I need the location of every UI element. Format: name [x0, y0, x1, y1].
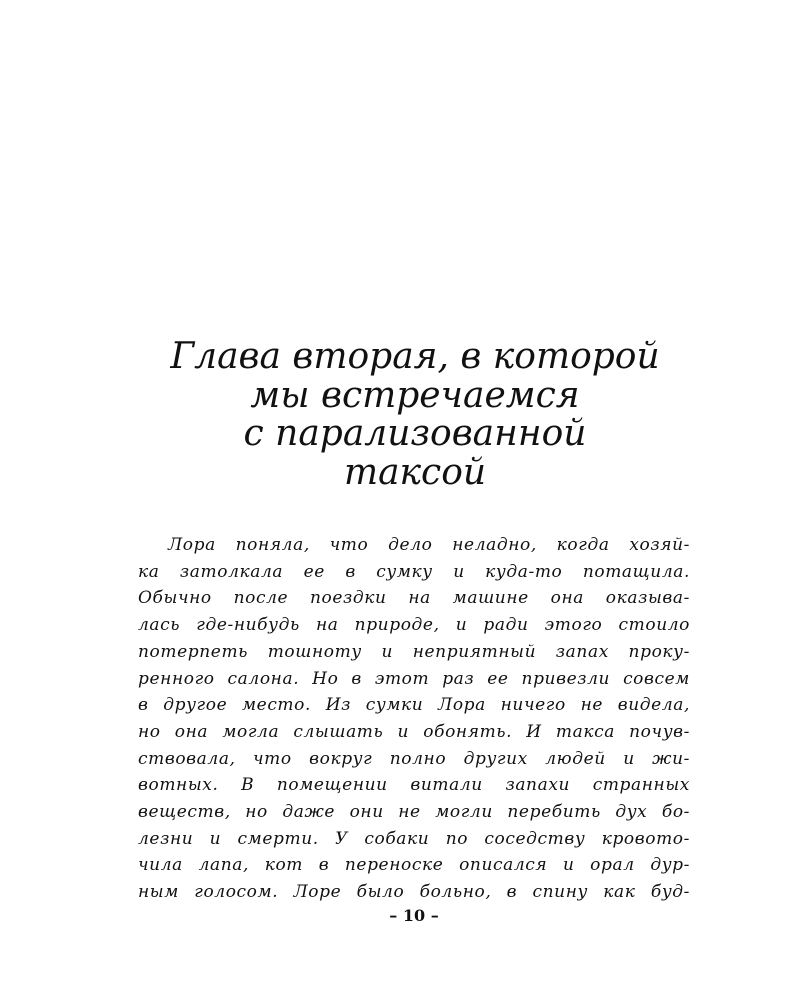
text-line: Обычно после поездки на машине она оказыва-: [138, 588, 690, 609]
chapter-title-line: с парализованной: [243, 413, 587, 454]
text-line: но она могла слышать и обонять. И такса почув-: [138, 721, 690, 742]
chapter-title-line: Глава вторая, в которой: [170, 336, 660, 377]
chapter-title-line: таксой: [343, 451, 487, 493]
text-line: лезни и смерти. У собаки по соседству кровото-: [138, 828, 690, 849]
text-line: в другое место. Из сумки Лора ничего не видела,: [138, 695, 690, 716]
chapter-title: [100, 338, 730, 492]
text-line: чила лапа, кот в переноске описался и орал дур-: [138, 855, 690, 876]
text-line: веществ, но даже они не могли перебить дух бо-: [138, 802, 690, 823]
text-line: потерпеть тошноту и неприятный запах проку-: [138, 641, 690, 662]
text-line: ствовала, что вокруг полно других людей и жи-: [138, 748, 690, 769]
text-line: лась где-нибудь на природе, и ради этого стоило: [138, 615, 690, 636]
chapter-body-paragraph: [138, 532, 690, 906]
text-line: ка затолкала ее в сумку и куда-то потащила.: [138, 561, 690, 582]
text-line: вотных. В помещении витали запахи странных: [138, 775, 690, 796]
text-line: ренного салона. Но в этот раз ее привезли совсем: [138, 668, 690, 689]
chapter-title-line: мы встречаемся: [250, 374, 580, 416]
text-line: Лора поняла, что дело неладно, когда хозяй-: [168, 535, 690, 555]
text-line: ным голосом. Лоре было больно, в спину как буд-: [138, 882, 690, 903]
page-number: – 10 –: [389, 906, 439, 925]
